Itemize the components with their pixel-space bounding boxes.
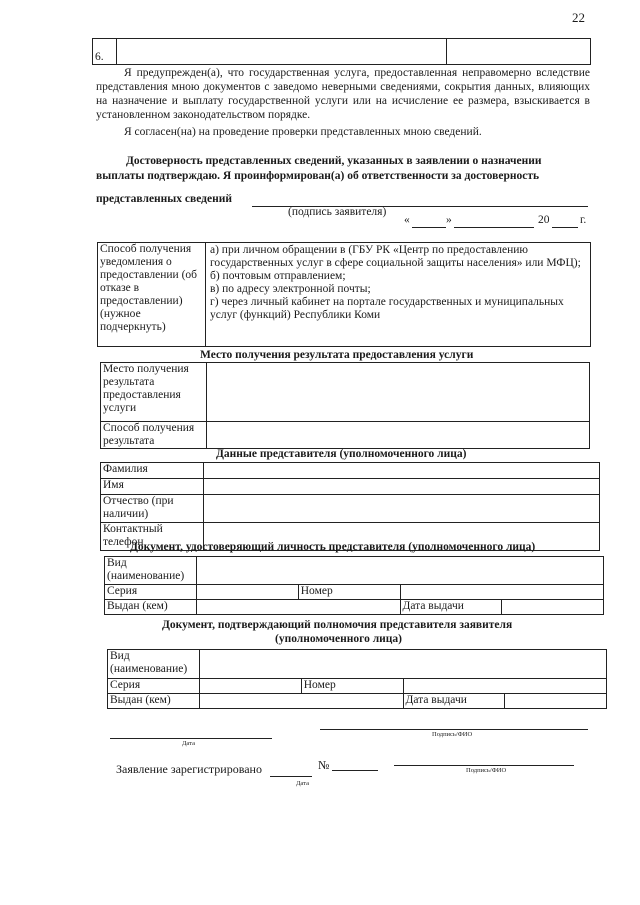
registered-number-line[interactable] — [332, 770, 378, 771]
consent-paragraph: Я согласен(на) на проведение проверки представленных мною сведений. — [124, 126, 482, 138]
authority-series-field[interactable] — [200, 679, 302, 694]
phone-label: Контактный телефон — [101, 523, 204, 551]
result-method-label: Способ получения результата — [101, 422, 207, 449]
patronymic-label: Отчество (при наличии) — [101, 495, 204, 523]
result-table — [100, 362, 590, 449]
authority-kind-label: Вид (наименование) — [108, 650, 200, 679]
identity-date-label: Дата выдачи — [400, 600, 502, 615]
footer-signature-caption: Подпись/ФИО — [432, 731, 473, 738]
top-row-table — [92, 38, 591, 65]
authority-number-field[interactable] — [403, 679, 607, 694]
registered-date-caption: Дата — [296, 780, 309, 787]
signature-caption: (подпись заявителя) — [288, 206, 387, 218]
authority-series-label: Серия — [108, 679, 200, 694]
date-month-line[interactable] — [454, 227, 534, 228]
authority-doc-table — [107, 649, 607, 709]
name-field[interactable] — [204, 479, 600, 495]
authority-doc-title-1: Документ, подтверждающий полномочия представителя заявителя — [162, 619, 513, 631]
result-section-title: Место получения результата предоставления услуги — [200, 349, 474, 361]
confirmation-line-1: Достоверность представленных сведений, указанных в заявлении о назначении — [126, 155, 542, 167]
footer-date-line[interactable] — [110, 738, 272, 739]
name-label: Имя — [101, 479, 204, 495]
identity-kind-field[interactable] — [197, 557, 604, 585]
identity-issued-label: Выдан (кем) — [105, 600, 197, 615]
result-place-label: Место получения результата предоставления услуги — [101, 363, 207, 422]
registered-signature-caption: Подпись/ФИО — [466, 767, 507, 774]
identity-doc-title: Документ, удостоверяющий личность представителя (уполномоченного лица) — [130, 541, 536, 553]
notification-label: Способ получения уведомления о предоставлении (об отказе в предоставлении) (нужное подчеркнуть) — [98, 243, 206, 347]
footer-signature-line[interactable] — [320, 729, 588, 730]
authority-doc-title-2: (уполномоченного лица) — [275, 633, 402, 645]
notification-table — [97, 242, 591, 347]
surname-label: Фамилия — [101, 463, 204, 479]
registered-signature-line[interactable] — [394, 765, 574, 766]
authority-number-label: Номер — [301, 679, 403, 694]
notification-options — [206, 243, 591, 347]
row-number: 6. — [93, 39, 117, 65]
representative-section-title: Данные представителя (уполномоченного лица) — [216, 448, 467, 460]
date-close-quote: » — [446, 214, 452, 226]
date-year-line[interactable] — [552, 227, 578, 228]
page-number: 22 — [572, 10, 585, 25]
identity-doc-table — [104, 556, 604, 615]
authority-date-field[interactable] — [505, 694, 607, 709]
identity-series-field[interactable] — [197, 585, 299, 600]
identity-number-label: Номер — [298, 585, 400, 600]
confirmation-line-2: выплаты подтверждаю. Я проинформирован(а) об ответственности за достоверность — [96, 170, 540, 182]
authority-kind-field[interactable] — [200, 650, 607, 679]
authority-issued-label: Выдан (кем) — [108, 694, 200, 709]
date-open-quote: « — [404, 214, 410, 226]
identity-series-label: Серия — [105, 585, 197, 600]
result-place-field[interactable] — [207, 363, 590, 422]
identity-issued-field[interactable] — [197, 600, 401, 615]
identity-date-field[interactable] — [502, 600, 604, 615]
patronymic-field[interactable] — [204, 495, 600, 523]
notification-option-c[interactable]: в) по адресу электронной почты; — [210, 283, 371, 295]
date-day-line[interactable] — [412, 227, 446, 228]
authority-issued-field[interactable] — [200, 694, 404, 709]
number-sign: № — [318, 758, 330, 772]
registered-label: Заявление зарегистрировано — [116, 762, 262, 776]
year-suffix: г. — [580, 214, 587, 226]
confirmation-line-3: представленных сведений — [96, 193, 232, 205]
footer-date-caption: Дата — [182, 740, 195, 747]
authority-date-label: Дата выдачи — [403, 694, 505, 709]
surname-field[interactable] — [204, 463, 600, 479]
identity-kind-label: Вид (наименование) — [105, 557, 197, 585]
registered-date-line[interactable] — [270, 776, 312, 777]
notification-option-d[interactable]: г) через личный кабинет на портале государственных и муниципальных услуг (функций) Республики Коми — [210, 296, 564, 321]
notification-option-b[interactable]: б) почтовым отправлением; — [210, 270, 346, 282]
notification-option-a[interactable]: а) при личном обращении в (ГБУ РК «Центр по предоставлению государственных услуг в сфере социальной защиты населения» или МФЦ); — [210, 244, 581, 269]
result-method-field[interactable] — [207, 422, 590, 449]
year-prefix: 20 — [538, 214, 550, 226]
identity-number-field[interactable] — [400, 585, 604, 600]
warning-paragraph: Я предупрежден(а), что государственная услуга, предоставленная неправомерно вследствие представления мною документов с заведомо неверными сведениями, сокрытия данных, влияющих на назначение и выплату государственной услуги или на исчисление ее размера, взыскивается в установленном законодательством порядке. — [96, 67, 590, 121]
representative-table — [100, 462, 600, 551]
